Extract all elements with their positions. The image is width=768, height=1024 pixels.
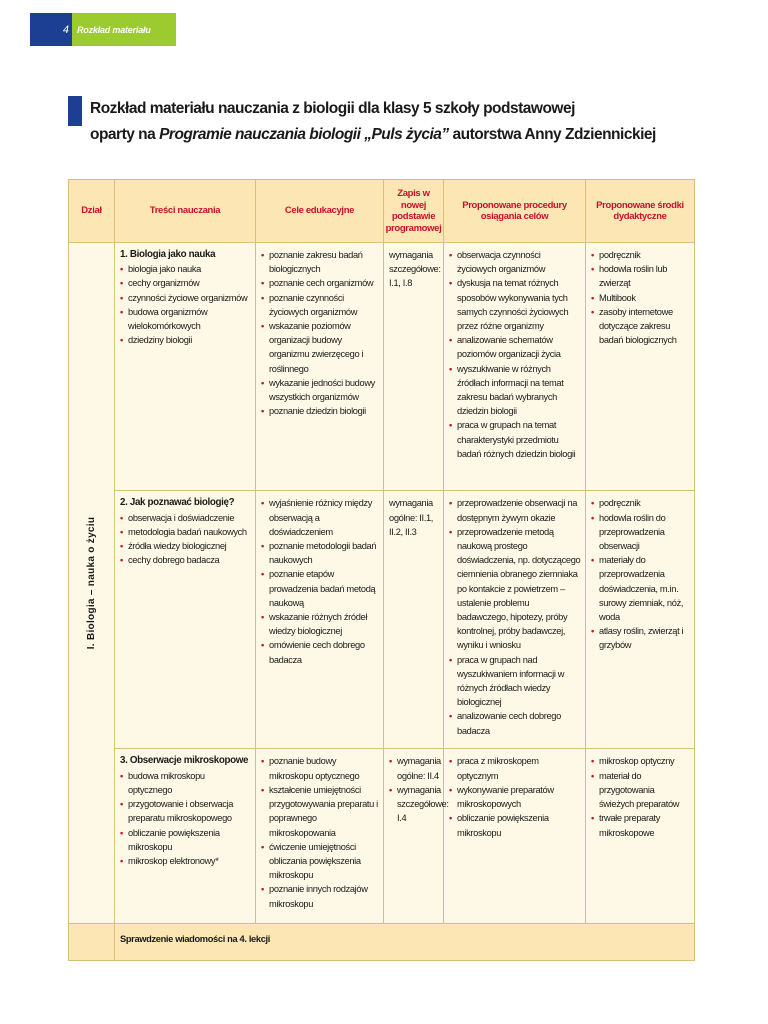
section-label: Rozkład materiału <box>72 13 176 46</box>
srodki-cell <box>586 243 695 491</box>
dzial-cell <box>69 243 115 924</box>
list-item: • biologia jako nauka <box>120 262 251 276</box>
page-number: 4 <box>30 13 72 46</box>
title-marker <box>68 96 82 126</box>
table-row <box>69 749 695 924</box>
procedury-list <box>449 248 581 461</box>
list-item: • mikroskop optyczny <box>591 754 690 768</box>
title-line-2 <box>90 122 656 148</box>
list-item: • kształcenie umiejętności przygotowywania preparatu i poprawnego mikroskopowania <box>261 783 379 840</box>
list-item: wymagania szczegółowe: I.1, I.8 <box>389 250 441 289</box>
srodki-list <box>591 754 690 839</box>
list-item: • praca w grupach nad wyszukiwaniem informacji w różnych źródłach wiedzy biologicznej <box>449 653 581 710</box>
title-prefix: oparty na <box>90 126 160 143</box>
zapis-cell <box>384 243 444 491</box>
srodki-list <box>591 248 690 347</box>
table-footer-row <box>69 924 695 961</box>
table-header-row <box>69 180 695 243</box>
zapis-list <box>389 496 439 539</box>
list-item: • dziedziny biologii <box>120 333 251 347</box>
col-header-tresci: Treści nauczania <box>115 180 256 243</box>
cele-list <box>261 248 379 418</box>
list-item: • budowa mikroskopu optycznego <box>120 769 251 797</box>
list-item: • Multibook <box>591 291 690 305</box>
list-item: • cechy dobrego badacza <box>120 553 251 567</box>
list-item: • hodowla roślin do przeprowadzenia obserwacji <box>591 511 690 554</box>
list-item: • mikroskop elektronowy* <box>120 854 251 868</box>
list-item: • budowa organizmów wielokomórkowych <box>120 305 251 333</box>
dzial-label: I. Biologia – nauka o życiu <box>85 516 97 650</box>
table-row <box>69 243 695 491</box>
list-item: • wykazanie jedności budowy wszystkich organizmów <box>261 376 379 404</box>
list-item: • hodowla roślin lub zwierząt <box>591 262 690 290</box>
list-item: • wymagania szczegółowe: I.4 <box>389 783 439 826</box>
list-item: • źródła wiedzy biologicznej <box>120 539 251 553</box>
col-header-zapis: Zapis w nowej podstawie programowej <box>384 180 444 243</box>
procedury-list <box>449 754 581 839</box>
list-item: • poznanie dziedzin biologii <box>261 404 379 418</box>
list-item: • cechy organizmów <box>120 276 251 290</box>
col-header-procedury: Proponowane procedury osiągania celów <box>444 180 586 243</box>
section-title: 2. Jak poznawać biologię? <box>120 497 235 509</box>
tresci-cell <box>115 243 256 491</box>
cele-cell <box>256 491 384 749</box>
list-item: • wykonywanie preparatów mikroskopowych <box>449 783 581 811</box>
cele-cell <box>256 243 384 491</box>
list-item: • podręcznik <box>591 496 690 510</box>
list-item: • dyskusja na temat różnych sposobów wykonywania tych samych czynności życiowych przez różne organizmy <box>449 276 581 333</box>
curriculum-table <box>68 179 695 961</box>
table-row <box>69 491 695 749</box>
page-header-bar <box>30 13 176 46</box>
list-item: • poznanie budowy mikroskopu optycznego <box>261 754 379 782</box>
list-item: • poznanie innych rodzajów mikroskopu <box>261 882 379 910</box>
footer-note: Sprawdzenie wiadomości na 4. lekcji <box>115 924 695 961</box>
list-item: • poznanie zakresu badań biologicznych <box>261 248 379 276</box>
tresci-list <box>120 511 251 568</box>
srodki-list <box>591 496 690 652</box>
list-item: • wyszukiwanie w różnych źródłach informacji na temat zakresu badań wybranych dziedzin biologii <box>449 362 581 419</box>
list-item: • praca z mikroskopem optycznym <box>449 754 581 782</box>
list-item: • poznanie cech organizmów <box>261 276 379 290</box>
list-item: • czynności życiowe organizmów <box>120 291 251 305</box>
srodki-cell <box>586 491 695 749</box>
section-title: 3. Obserwacje mikroskopowe <box>120 755 249 767</box>
title-suffix: autorstwa Anny Zdziennickiej <box>448 126 656 143</box>
list-item: • omówienie cech dobrego badacza <box>261 638 379 666</box>
list-item: • obliczanie powiększenia mikroskopu <box>120 826 251 854</box>
list-item: • wskazanie różnych źródeł wiedzy biologicznej <box>261 610 379 638</box>
tresci-list <box>120 769 251 868</box>
zapis-cell <box>384 491 444 749</box>
list-item: • obserwacja czynności życiowych organizmów <box>449 248 581 276</box>
list-item: • wskazanie poziomów organizacji budowy organizmu zwierzęcego i roślinnego <box>261 319 379 376</box>
list-item: • przeprowadzenie metodą naukową prostego doświadczenia, np. dotyczącego ciemnienia obranego ziemniaka po kontakcie z powietrzem – ustalenie problemu badawczego, hipotezy, próby kontrolnej, próby badawczej, wyniku i wniosku <box>449 525 581 653</box>
list-item: • materiał do przygotowania świeżych preparatów <box>591 769 690 812</box>
page-title <box>90 96 656 148</box>
cele-list <box>261 754 379 910</box>
list-item: • analizowanie schematów poziomów organizacji życia <box>449 333 581 361</box>
col-header-dzial: Dział <box>69 180 115 243</box>
zapis-cell <box>384 749 449 924</box>
procedury-cell <box>444 749 586 924</box>
title-line-1: Rozkład materiału nauczania z biologii dla klasy 5 szkoły podstawowej <box>90 100 575 117</box>
list-item: • obserwacja i doświadczenie <box>120 511 251 525</box>
col-header-srodki: Proponowane środki dydaktyczne <box>586 180 695 243</box>
list-item: • trwałe preparaty mikroskopowe <box>591 811 690 839</box>
list-item: • poznanie metodologii badań naukowych <box>261 539 379 567</box>
zapis-list <box>389 754 449 825</box>
list-item: • atlasy roślin, zwierząt i grzybów <box>591 624 690 652</box>
zapis-list <box>389 248 439 291</box>
procedury-cell <box>444 243 586 491</box>
list-item: • metodologia badań naukowych <box>120 525 251 539</box>
cele-list <box>261 496 379 666</box>
procedury-list <box>449 496 581 737</box>
srodki-cell <box>586 749 695 924</box>
list-item: wymagania ogólne: II.1, II.2, II.3 <box>389 498 434 537</box>
list-item: • zasoby internetowe dotyczące zakresu badań biologicznych <box>591 305 690 348</box>
tresci-list <box>120 262 251 347</box>
list-item: • podręcznik <box>591 248 690 262</box>
tresci-cell <box>115 491 256 749</box>
list-item: • obliczanie powiększenia mikroskopu <box>449 811 581 839</box>
list-item: • przeprowadzenie obserwacji na dostępnym żywym okazie <box>449 496 581 524</box>
col-header-cele: Cele edukacyjne <box>256 180 384 243</box>
list-item: • ćwiczenie umiejętności obliczania powiększenia mikroskopu <box>261 840 379 883</box>
list-item: • analizowanie cech dobrego badacza <box>449 709 581 737</box>
title-italic: Programie nauczania biologii „Puls życia” <box>159 126 449 143</box>
list-item: • poznanie czynności życiowych organizmów <box>261 291 379 319</box>
list-item: • wymagania ogólne: II.4 <box>389 754 439 782</box>
list-item: • materiały do przeprowadzenia doświadczenia, m.in. surowy ziemniak, nóż, woda <box>591 553 690 624</box>
list-item: • przygotowanie i obserwacja preparatu mikroskopowego <box>120 797 251 825</box>
list-item: • wyjaśnienie różnicy między obserwacją a doświadczeniem <box>261 496 379 539</box>
cele-cell <box>256 749 384 924</box>
tresci-cell <box>115 749 256 924</box>
footer-empty-cell <box>69 924 115 961</box>
list-item: • praca w grupach na temat charakterystyki przedmiotu badań różnych dziedzin biologii <box>449 418 581 461</box>
list-item: • poznanie etapów prowadzenia badań metodą naukową <box>261 567 379 610</box>
procedury-cell <box>444 491 586 749</box>
section-title: 1. Biologia jako nauka <box>120 249 216 260</box>
